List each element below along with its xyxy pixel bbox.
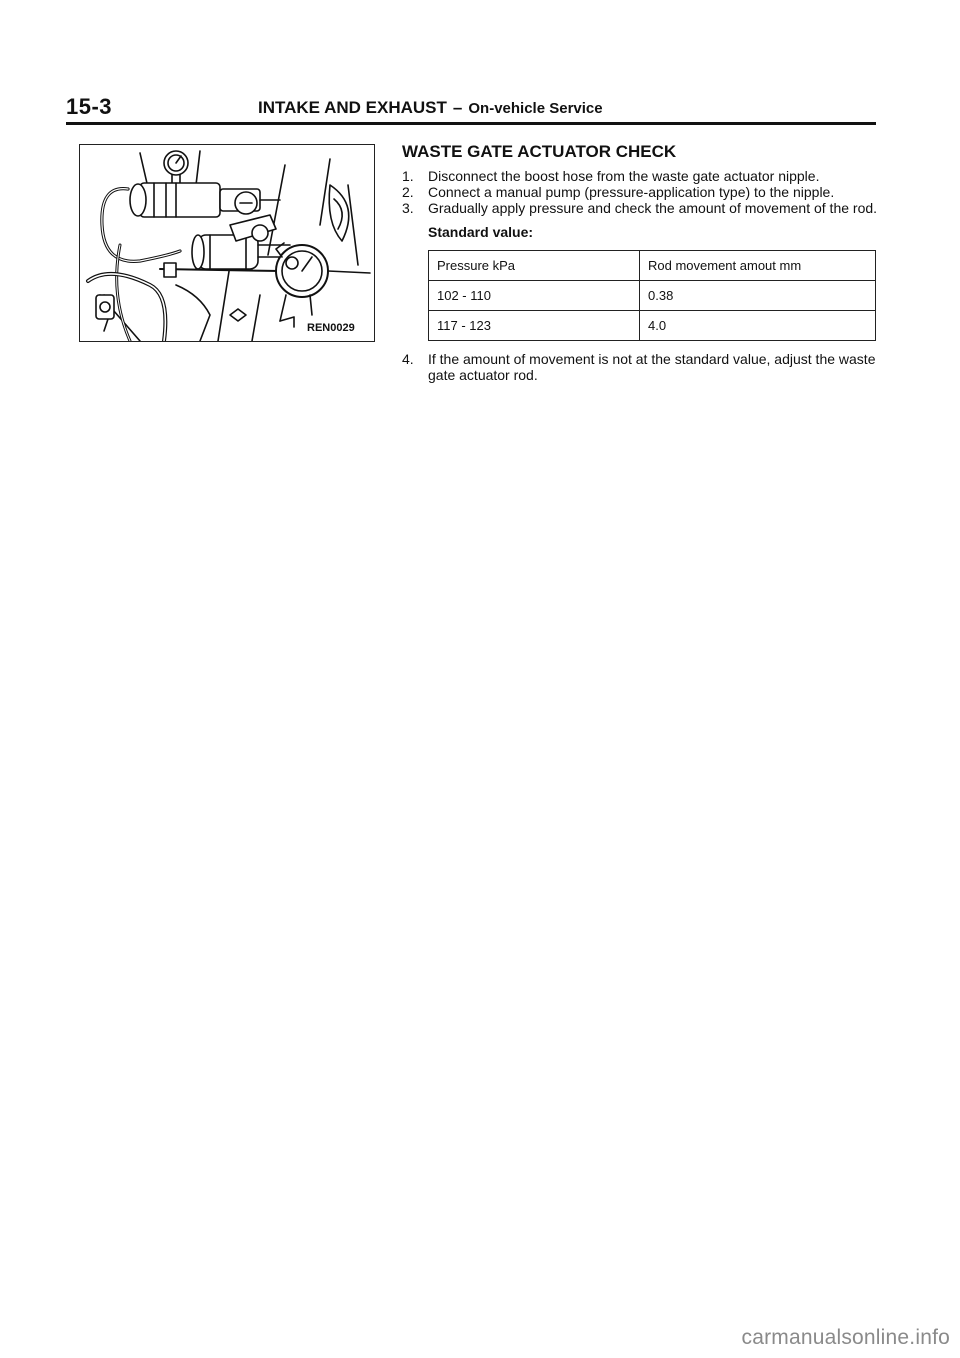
table-header-cell: Pressure kPa <box>429 251 640 281</box>
step-4 <box>402 351 878 383</box>
section-heading: WASTE GATE ACTUATOR CHECK <box>402 142 677 161</box>
table-cell: 4.0 <box>640 311 876 341</box>
table-cell: 0.38 <box>640 281 876 311</box>
chapter-subtitle: On-vehicle Service <box>468 100 603 117</box>
page-number: 15-3 <box>66 94 113 119</box>
table-cell: 102 - 110 <box>429 281 640 311</box>
step-text: Connect a manual pump (pressure-application type) to the nipple. <box>428 184 835 200</box>
procedure-section <box>402 142 878 383</box>
table-row <box>429 281 876 311</box>
page-header <box>66 94 876 124</box>
header-rule <box>66 122 876 125</box>
step-text: Disconnect the boost hose from the waste gate actuator nipple. <box>428 168 820 184</box>
step-3 <box>402 200 878 216</box>
chapter-title: INTAKE AND EXHAUST <box>258 98 447 117</box>
waste-gate-actuator-illustration-icon <box>80 145 375 342</box>
step-number: 4. <box>402 351 414 367</box>
table-cell: 117 - 123 <box>429 311 640 341</box>
step-1 <box>402 168 878 184</box>
watermark: carmanualsonline.info <box>741 1326 950 1349</box>
table-header-row <box>429 251 876 281</box>
step-2 <box>402 184 878 200</box>
step-text: If the amount of movement is not at the standard value, adjust the waste gate actuator rod. <box>428 351 876 383</box>
standard-value-label: Standard value: <box>428 224 534 240</box>
procedure-steps <box>402 168 878 216</box>
step-number: 1. <box>402 168 414 184</box>
table-header-cell: Rod movement amout mm <box>640 251 876 281</box>
page-title <box>258 98 603 118</box>
title-dash: – <box>452 98 463 117</box>
step-number: 2. <box>402 184 414 200</box>
step-number: 3. <box>402 200 414 216</box>
figure-label: REN0029 <box>307 322 355 334</box>
actuator-figure <box>79 144 375 342</box>
standard-value-table <box>428 250 876 341</box>
step-text: Gradually apply pressure and check the amount of movement of the rod. <box>428 200 878 216</box>
table-row <box>429 311 876 341</box>
